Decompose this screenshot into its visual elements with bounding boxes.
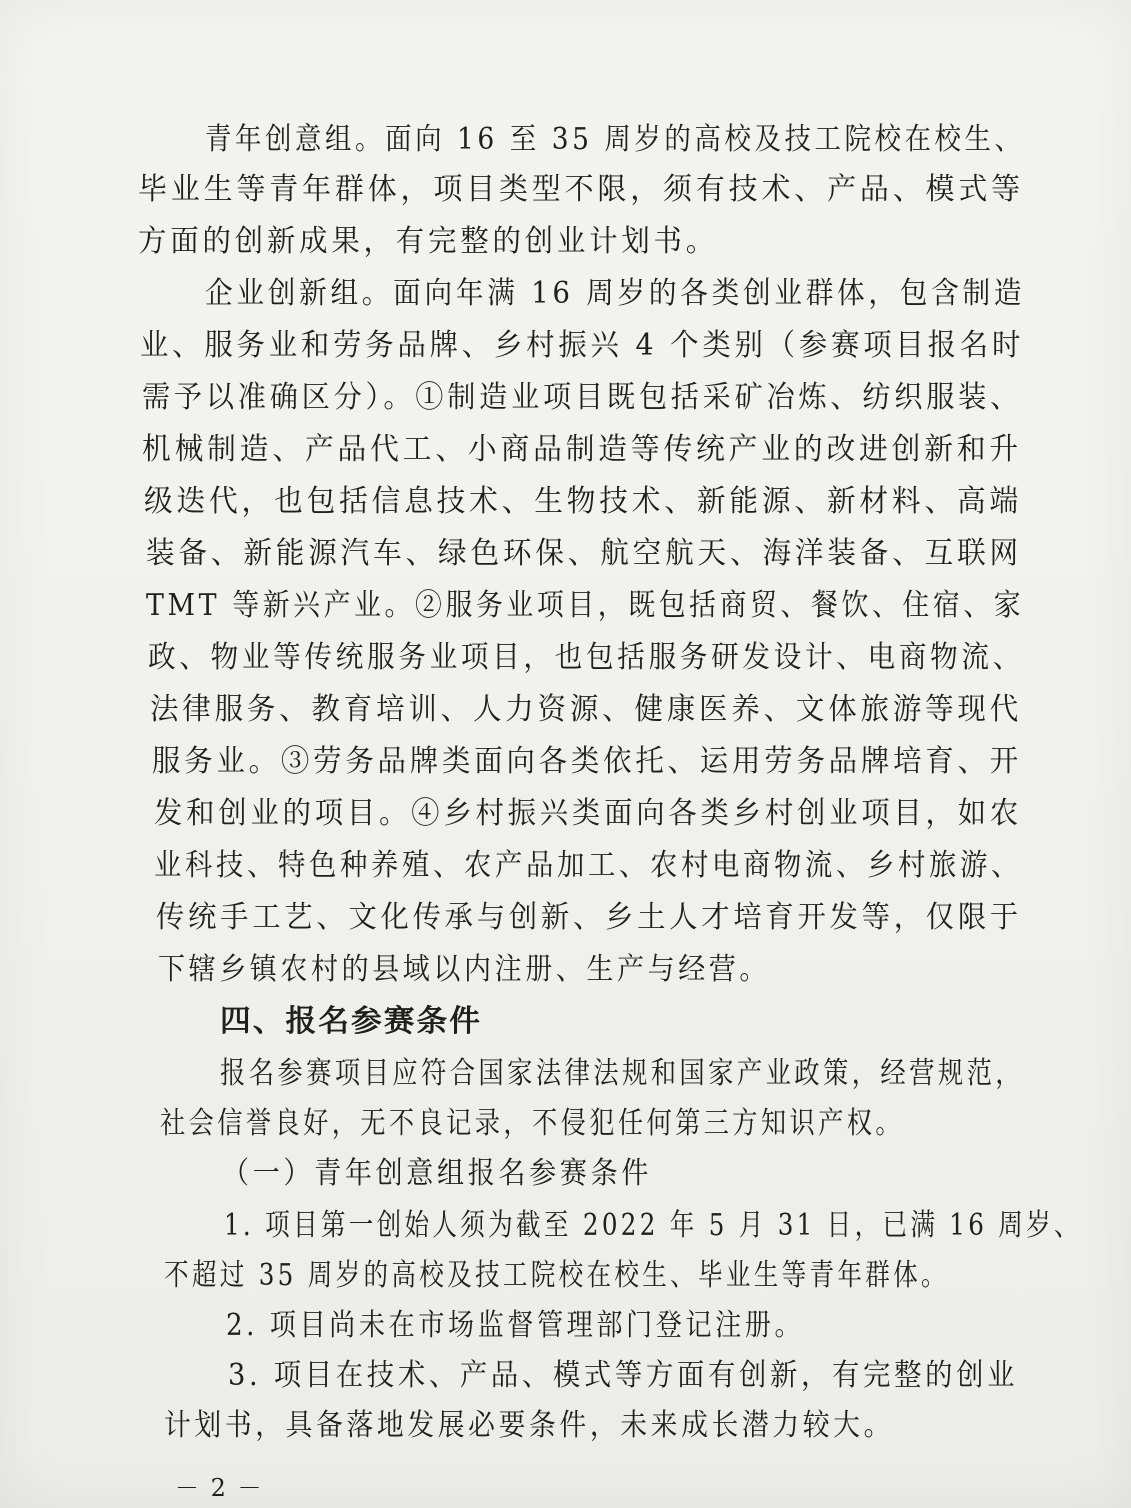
text-line-4: 企业创新组。面向年满 16 周岁的各类创业群体，包含制造 xyxy=(205,276,1026,311)
text-line-20: 社会信誉良好，无不良记录，不侵犯任何第三方知识产权。 xyxy=(160,1106,904,1141)
page-number: － 2 － xyxy=(175,1474,264,1502)
text-line-15: 业科技、特色种养殖、农产品加工、农村电商物流、乡村旅游、 xyxy=(154,848,1022,883)
section-heading: 四、报名参赛条件 xyxy=(220,1004,482,1039)
text-line-14: 发和创业的项目。④乡村振兴类面向各类乡村创业项目，如农 xyxy=(154,796,1022,831)
text-line-7: 机械制造、产品代工、小商品制造等传统产业的改进创新和升 xyxy=(142,432,1022,467)
text-line-23: 不超过 35 周岁的高校及技工院校在校生、毕业生等青年群体。 xyxy=(164,1258,949,1293)
text-line-11: 政、物业等传统服务业项目，也包括服务研发设计、电商物流、 xyxy=(148,640,1024,675)
text-line-6: 需予以准确区分）。①制造业项目既包括采矿冶炼、纺织服装、 xyxy=(142,380,1022,415)
text-line-1: 青年创意组。面向 16 至 35 周岁的高校及技工院校在校生、 xyxy=(205,122,1025,157)
text-line-9: 装备、新能源汽车、绿色环保、航空航天、海洋装备、互联网 xyxy=(146,536,1022,571)
text-line-22: 1. 项目第一创始人须为截至 2022 年 5 月 31 日，已满 16 周岁、 xyxy=(224,1208,1082,1243)
text-line-3: 方面的创新成果，有完整的创业计划书。 xyxy=(138,224,718,259)
text-line-26: 计划书，具备落地发展必要条件，未来成长潜力较大。 xyxy=(164,1408,894,1443)
text-line-19: 报名参赛项目应符合国家法律法规和国家产业政策，经营规范， xyxy=(220,1056,1024,1091)
text-line-2: 毕业生等青年群体，项目类型不限，须有技术、产品、模式等 xyxy=(138,172,1024,207)
text-line-8: 级迭代，也包括信息技术、生物技术、新能源、新材料、高端 xyxy=(144,484,1022,519)
subsection-heading: （一）青年创意组报名参赛条件 xyxy=(222,1156,652,1191)
text-line-10: TMT 等新兴产业。②服务业项目，既包括商贸、餐饮、住宿、家 xyxy=(146,588,1025,623)
text-line-16: 传统手工艺、文化传承与创新、乡土人才培育开发等，仅限于 xyxy=(156,900,1022,935)
text-line-5: 业、服务业和劳务品牌、乡村振兴 4 个类别（参赛项目报名时 xyxy=(140,328,1025,363)
text-line-25: 3. 项目在技术、产品、模式等方面有创新，有完整的创业 xyxy=(228,1358,1019,1393)
text-line-17: 下辖乡镇农村的县域以内注册、生产与经营。 xyxy=(158,952,770,987)
text-line-13: 服务业。③劳务品牌类面向各类依托、运用劳务品牌培育、开 xyxy=(152,744,1022,779)
text-line-12: 法律服务、教育培训、人力资源、健康医养、文体旅游等现代 xyxy=(150,692,1022,727)
text-line-24: 2. 项目尚未在市场监督管理部门登记注册。 xyxy=(226,1308,805,1343)
